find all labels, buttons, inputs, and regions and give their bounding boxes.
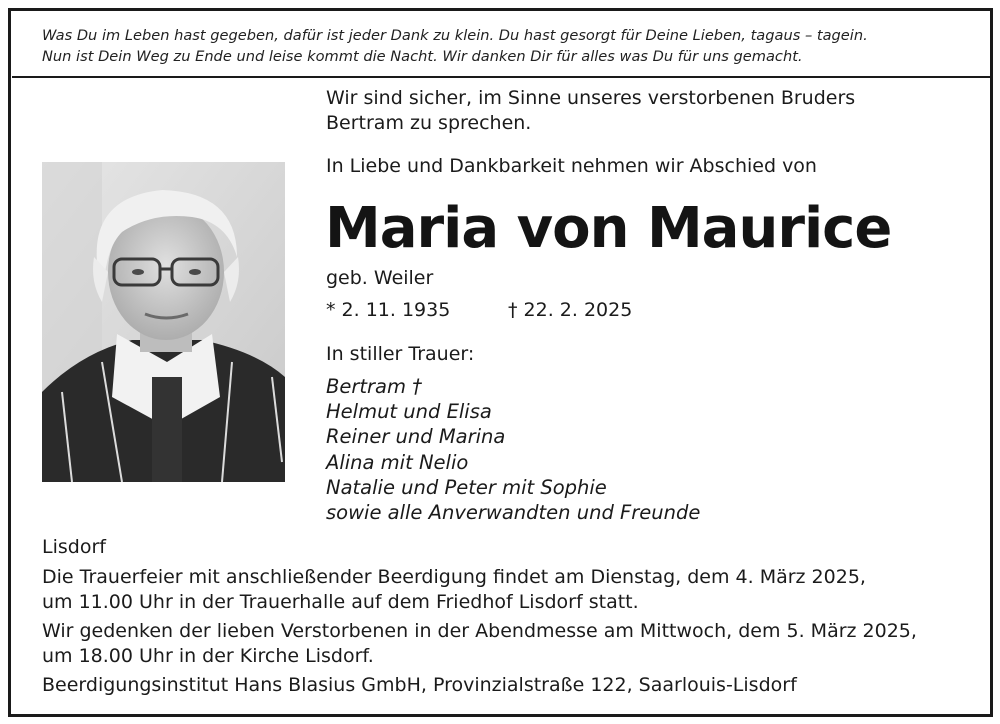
undertaker-info: Beerdigungsinstitut Hans Blasius GmbH, Provinzialstraße 122, Saarlouis-Lisdorf	[42, 674, 797, 696]
portrait-photo	[42, 162, 285, 482]
mourners-list	[326, 374, 700, 525]
memorial-poem	[42, 25, 972, 67]
place-name: Lisdorf	[42, 536, 106, 558]
birth-date: * 2. 11. 1935	[326, 299, 451, 321]
funeral-service-info	[42, 565, 866, 615]
intro-text	[326, 86, 855, 136]
maiden-name: geb. Weiler	[326, 267, 434, 289]
deceased-name: Maria von Maurice	[325, 196, 892, 261]
mass-line: um 18.00 Uhr in der Kirche Lisdorf.	[42, 645, 374, 667]
intro-line: Bertram zu sprechen.	[326, 112, 532, 134]
mourner-item: Bertram †	[326, 375, 422, 398]
grief-heading: In stiller Trauer:	[326, 343, 475, 365]
intro-line: Wir sind sicher, im Sinne unseres verstorbenen Bruders	[326, 87, 856, 109]
poem-line: Nun ist Dein Weg zu Ende und leise kommt die Nacht. Wir danken Dir für alles was Du für uns gemacht.	[42, 48, 803, 65]
mourner-item: Natalie und Peter mit Sophie	[326, 475, 607, 499]
mourner-item: Helmut und Elisa	[326, 400, 492, 424]
service-line: um 11.00 Uhr in der Trauerhalle auf dem Friedhof Lisdorf statt.	[42, 591, 639, 613]
mass-line: Wir gedenken der lieben Verstorbenen in der Abendmesse am Mittwoch, dem 5. März 2025,	[42, 620, 917, 642]
poem-line: Was Du im Leben hast gegeben, dafür ist jeder Dank zu klein. Du hast gesorgt für Deine Lieben, tagaus – tagein.	[42, 27, 868, 44]
divider-line	[12, 76, 990, 78]
service-line: Die Trauerfeier mit anschließender Beerdigung findet am Dienstag, dem 4. März 2025,	[42, 566, 866, 588]
farewell-text: In Liebe und Dankbarkeit nehmen wir Abschied von	[326, 155, 817, 177]
mourner-item: sowie alle Anverwandten und Freunde	[326, 501, 701, 525]
death-date: † 22. 2. 2025	[508, 299, 633, 321]
mourner-item: Reiner und Marina	[326, 425, 506, 449]
mourner-item: Alina mit Nelio	[326, 450, 469, 474]
memorial-mass-info	[42, 619, 917, 669]
